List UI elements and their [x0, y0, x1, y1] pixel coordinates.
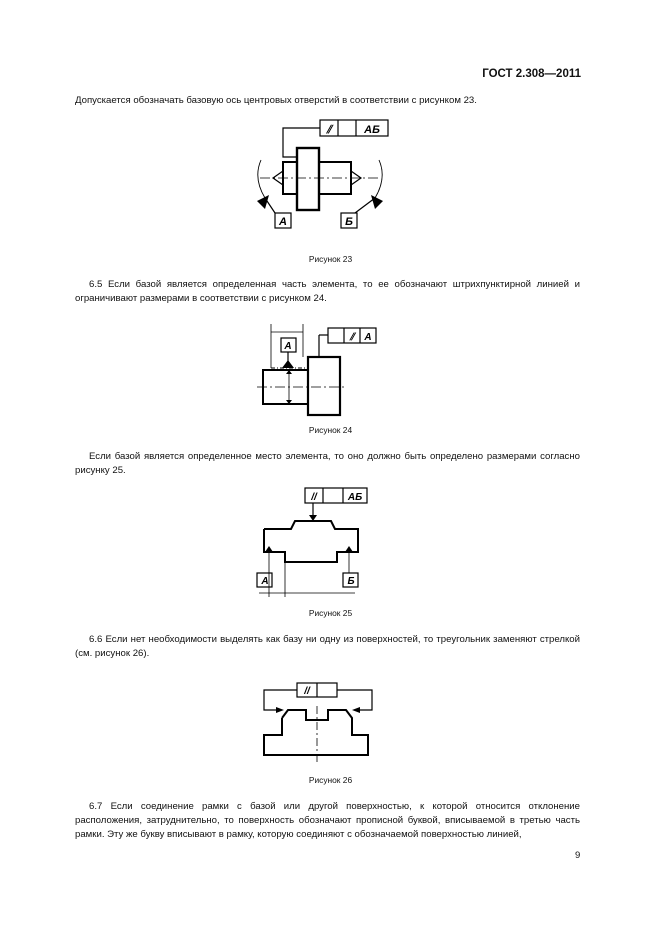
fig25-frame-base: АБ	[347, 492, 363, 503]
figure-23-drawing	[245, 115, 395, 240]
fig24-frame-symbol: ⫽	[349, 332, 355, 343]
fig24-label-base: А	[284, 341, 292, 352]
figure-24-caption: Рисунок 24	[308, 425, 353, 435]
paragraph-base-location: Если базой является определенное место элемента, то оно должно быть определено размерами согласно рисунку 25.	[75, 451, 580, 476]
document-code: ГОСТ 2.308—2011	[482, 68, 581, 80]
fig23-label-left: А	[279, 216, 287, 228]
figure-23	[245, 115, 395, 240]
figure-24-drawing	[255, 322, 385, 417]
figure-26	[260, 680, 380, 765]
paragraph-6-5: 6.5 Если базой является определенная часть элемента, то ее обозначают штрихпунктирной линией и ограничивают размерами в соответствии с рисунком 24.	[75, 279, 580, 304]
paragraph-intro: Допускается обозначать базовую ось центровых отверстий в соответствии с рисунком 23.	[75, 95, 477, 106]
fig25-label-right: Б	[347, 576, 355, 587]
fig23-label-right: Б	[345, 216, 353, 228]
figure-24	[255, 322, 385, 417]
fig25-label-left: А	[261, 576, 269, 587]
page-number: 9	[575, 850, 581, 861]
paragraph-6-7: 6.7 Если соединение рамки с базой или другой поверхностью, к которой относится отклонение расположения, затруднительно, то поверхность обозначают прописной буквой, вписываемой в третью часть рамки. Эту же букву вписывают в рамку, которую соединяют с обозначаемой поверхностью линией,	[75, 801, 580, 840]
fig23-frame-symbol: ⫽	[326, 124, 332, 136]
figure-23-caption: Рисунок 23	[308, 254, 353, 264]
fig25-frame-symbol: //	[311, 492, 317, 503]
fig23-frame-base: АБ	[364, 124, 380, 136]
paragraph-6-6: 6.6 Если нет необходимости выделять как базу ни одну из поверхностей, то треугольник заменяют стрелкой (см. рисунок 26).	[75, 634, 580, 659]
figure-25-drawing	[255, 485, 375, 603]
fig24-frame-base: А	[364, 332, 372, 343]
figure-25	[255, 485, 375, 603]
figure-26-drawing	[260, 680, 380, 765]
fig26-frame-symbol: //	[304, 686, 310, 697]
figure-25-caption: Рисунок 25	[308, 608, 353, 618]
figure-26-caption: Рисунок 26	[308, 775, 353, 785]
